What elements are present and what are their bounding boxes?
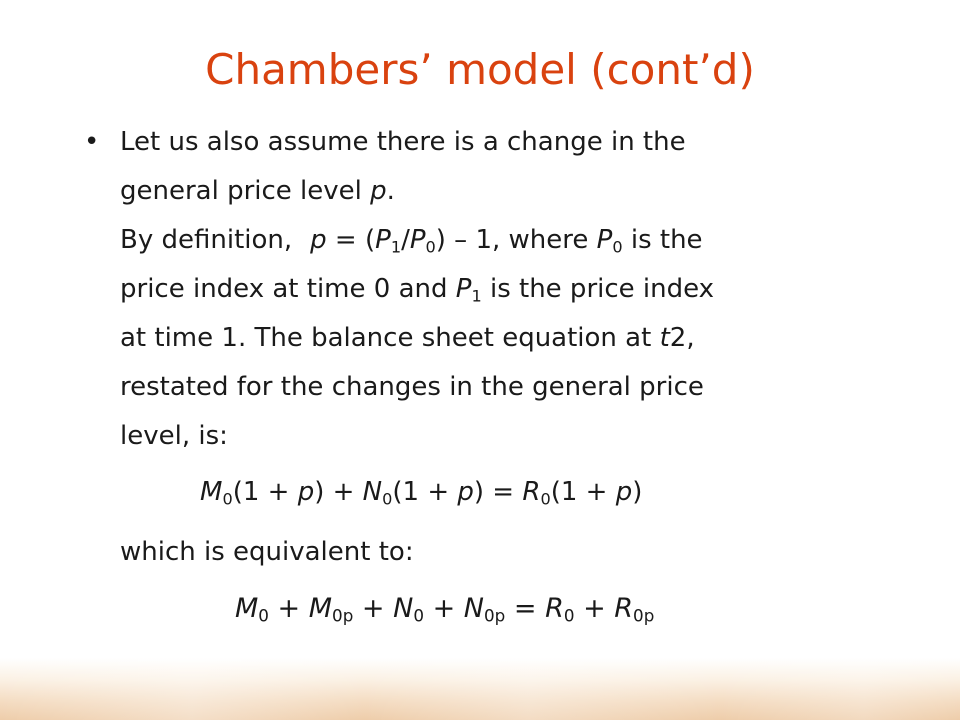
sub-0: 0 bbox=[382, 489, 393, 509]
slide-title: Chambers’ model (cont’d) bbox=[205, 45, 755, 94]
footer-streak bbox=[0, 658, 960, 720]
sub-1: 1 bbox=[390, 237, 402, 257]
var-p: p bbox=[457, 477, 474, 507]
bullet-icon: • bbox=[84, 127, 100, 157]
footer-decoration bbox=[0, 658, 960, 720]
paragraph-line-6: restated for the changes in the general price bbox=[120, 372, 704, 402]
eq-part: = bbox=[505, 593, 546, 624]
var-t: t bbox=[659, 323, 670, 353]
var-p: p bbox=[615, 477, 633, 507]
var-p: p bbox=[310, 225, 327, 255]
var-P0: P bbox=[596, 225, 613, 255]
line5-head: at time 1. The balance sheet equation at bbox=[120, 323, 660, 353]
eq-part: + bbox=[423, 593, 464, 624]
paragraph-line-4 bbox=[120, 265, 884, 314]
sub-0: 0 bbox=[413, 605, 424, 626]
var-P0: P bbox=[409, 225, 426, 255]
eq-part: (1 + bbox=[392, 477, 458, 507]
paragraph-line-5 bbox=[120, 314, 884, 363]
line3-lead: By definition, bbox=[120, 225, 293, 255]
sub-0p: 0p bbox=[332, 605, 354, 626]
sub-0p: 0p bbox=[483, 605, 506, 626]
equation-restated bbox=[200, 468, 642, 517]
line4-tail: is the price index bbox=[481, 274, 715, 304]
line2-text: general price level bbox=[120, 176, 371, 206]
var-R: R bbox=[614, 593, 634, 624]
var-N: N bbox=[362, 477, 383, 507]
paragraph-line-3 bbox=[120, 216, 884, 265]
eq-part: + bbox=[574, 593, 615, 624]
var-N: N bbox=[393, 593, 414, 624]
var-R: R bbox=[545, 593, 564, 624]
var-M: M bbox=[200, 477, 223, 507]
line3-eq-open: = ( bbox=[326, 225, 376, 255]
paragraph-line-7: level, is: bbox=[120, 421, 228, 451]
var-p: p bbox=[370, 176, 387, 206]
eq-part: ) + bbox=[314, 477, 363, 507]
eq-part: ) bbox=[632, 477, 643, 507]
var-M: M bbox=[235, 593, 259, 624]
eq-part: (1 + bbox=[232, 477, 298, 507]
sub-0: 0 bbox=[563, 605, 575, 626]
sub-0: 0 bbox=[540, 489, 551, 509]
var-p: p bbox=[297, 477, 315, 507]
paragraph-line-2 bbox=[120, 167, 884, 216]
eq-part: (1 + bbox=[550, 477, 616, 507]
paragraph-line-1: Let us also assume there is a change in the bbox=[120, 127, 686, 157]
var-M: M bbox=[308, 593, 333, 624]
line5-tail: 2, bbox=[669, 323, 695, 353]
slide-body bbox=[84, 118, 884, 461]
var-P1: P bbox=[375, 225, 391, 255]
eq-part: ) = bbox=[473, 477, 523, 507]
sub-0: 0 bbox=[612, 237, 623, 257]
var-P1: P bbox=[455, 274, 472, 304]
line2-end: . bbox=[386, 176, 395, 206]
sub-0: 0 bbox=[222, 489, 233, 509]
sub-0: 0 bbox=[258, 605, 269, 626]
sub-1: 1 bbox=[471, 286, 482, 306]
eq-part: + bbox=[268, 593, 309, 624]
var-N: N bbox=[463, 593, 484, 624]
equivalence-note: which is equivalent to: bbox=[120, 537, 414, 567]
line3-eq-close: ) – 1, where bbox=[435, 225, 597, 255]
sub-0p: 0p bbox=[633, 605, 655, 626]
bullet-item bbox=[84, 118, 884, 461]
equation-equivalent bbox=[235, 584, 654, 633]
eq-part: + bbox=[353, 593, 394, 624]
var-R: R bbox=[522, 477, 541, 507]
line3-tail: is the bbox=[622, 225, 703, 255]
slash: / bbox=[401, 225, 410, 255]
sub-0: 0 bbox=[425, 237, 436, 257]
line4-head: price index at time 0 and bbox=[120, 274, 456, 304]
